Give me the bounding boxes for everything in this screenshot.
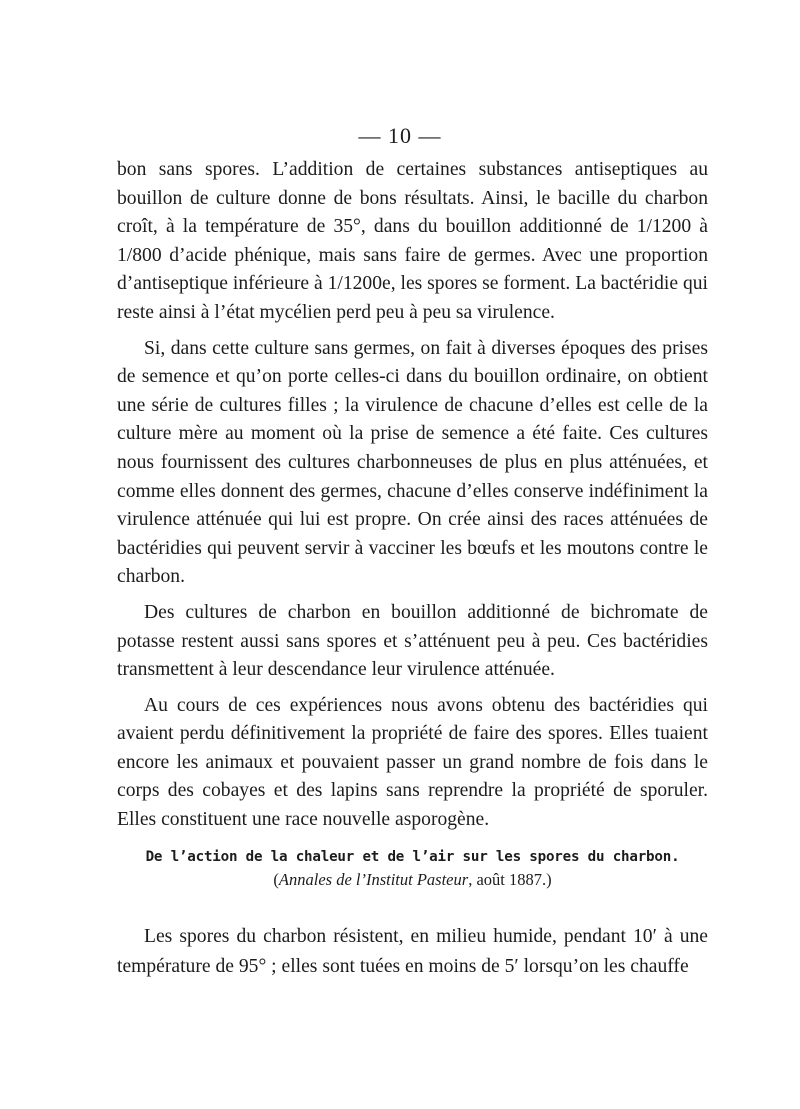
paragraph-1: bon sans spores. L’addition de certaines substances antiseptiques au bouillon de culture donne de bons résultats. Ainsi, le bacille du charbon croît, à la température de 35°, dans du bouillon additionné de 1/1200 à 1/800 d’acide phénique, mais sans faire de germes. Avec une proportion d’antiseptique inférieure à 1/1200e, les spores se forment. La bactéridie qui reste ainsi à l’état mycélien perd peu à peu sa virulence. [117, 159, 708, 323]
section-paragraph: Les spores du charbon résistent, en milieu humide, pendant 10′ à une température de 95° ; elles sont tuées en moins de 5′ lorsqu’on les chauffe [117, 926, 708, 977]
section-body [117, 922, 708, 982]
paragraph-2: Si, dans cette culture sans germes, on fait à diverses époques des prises de semence et qu’on porte celles-ci dans du bouillon ordinaire, on obtient une série de cultures filles ; la virulence de chacune d’elles est celle de la culture mère au moment où la prise de semence a été faite. Ces cultures nous fournissent des cultures charbonneuses de plus en plus atténuées, et comme elles donnent des germes, chacune d’elles conserve indéfiniment la virulence atténuée qui lui est propre. On crée ainsi des races atténuées de bactéridies qui peuvent servir à vacciner les bœufs et les moutons contre le charbon. [117, 337, 708, 588]
section-source [117, 869, 708, 891]
source-open-paren: ( [273, 870, 279, 889]
page-number: — 10 — [358, 123, 442, 148]
section-title: De l’action de la chaleur et de l’air sur les spores du charbon. [145, 849, 680, 865]
paragraph-4: Au cours de ces expériences nous avons obtenu des bactéridies qui avaient perdu définitivement la propriété de faire des spores. Elles tuaient encore les animaux et pouvaient passer un grand nombre de fois dans le corps des cobayes et des lapins sans reprendre la propriété de sporuler. Elles constituent une race nouvelle asporogène. [117, 694, 708, 831]
source-journal: Annales de l’Institut Pasteur [278, 870, 469, 889]
source-date: , août 1887.) [468, 870, 552, 889]
body-text [117, 156, 708, 835]
paragraph-3: Des cultures de charbon en bouillon additionné de bichromate de potasse restent aussi sans spores et s’atténuent peu à peu. Ces bactéridies transmettent à leur descendance leur virulence atténuée. [117, 601, 708, 681]
